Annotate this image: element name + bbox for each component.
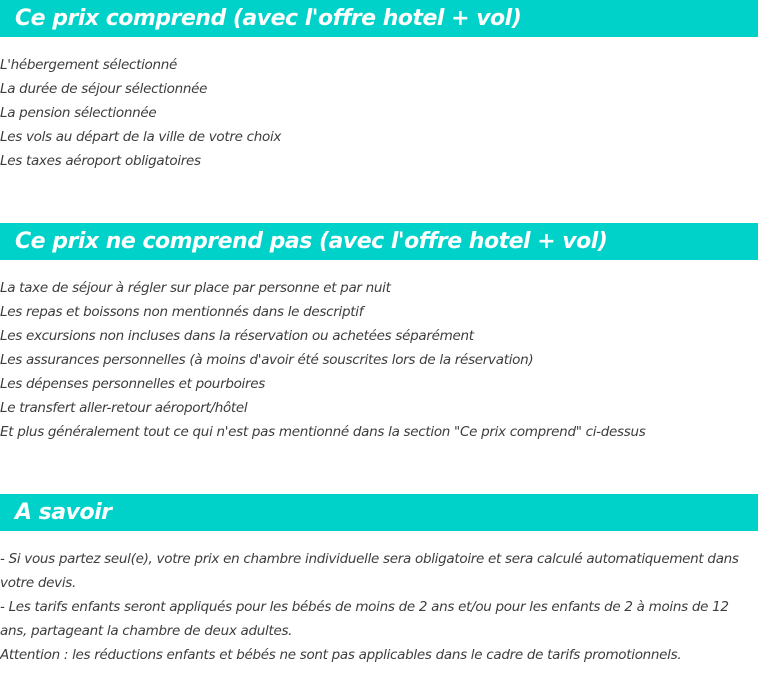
price-includes-section <box>0 0 758 173</box>
good-to-know-heading: A savoir <box>0 494 758 531</box>
list-item: Et plus généralement tout ce qui n'est pas mentionné dans la section "Ce prix comprend" ci-dessus <box>0 424 646 440</box>
list-item: La taxe de séjour à régler sur place par personne et par nuit <box>0 280 391 296</box>
info-paragraph: - Les tarifs enfants seront appliqués pour les bébés de moins de 2 ans et/ou pour les enfants de 2 à moins de 12 ans, partageant la chambre de deux adultes. <box>0 599 729 639</box>
good-to-know-section <box>0 494 758 667</box>
good-to-know-body <box>0 547 758 667</box>
price-excludes-section <box>0 223 758 444</box>
list-item: Les dépenses personnelles et pourboires <box>0 376 265 392</box>
list-item: L'hébergement sélectionné <box>0 57 178 73</box>
list-item: Les repas et boissons non mentionnés dans le descriptif <box>0 304 364 320</box>
price-includes-list <box>0 53 758 173</box>
list-item: La durée de séjour sélectionnée <box>0 81 208 97</box>
price-excludes-list <box>0 276 758 444</box>
info-paragraph: - Si vous partez seul(e), votre prix en chambre individuelle sera obligatoire et sera calculé automatiquement dans votre devis. <box>0 551 739 591</box>
info-paragraph: Attention : les réductions enfants et bébés ne sont pas applicables dans le cadre de tarifs promotionnels. <box>0 647 682 663</box>
list-item: Le transfert aller-retour aéroport/hôtel <box>0 400 248 416</box>
list-item: Les assurances personnelles (à moins d'avoir été souscrites lors de la réservation) <box>0 352 534 368</box>
price-includes-heading: Ce prix comprend (avec l'offre hotel + vol) <box>0 0 758 37</box>
list-item: La pension sélectionnée <box>0 105 157 121</box>
list-item: Les taxes aéroport obligatoires <box>0 153 201 169</box>
price-excludes-heading: Ce prix ne comprend pas (avec l'offre hotel + vol) <box>0 223 758 260</box>
list-item: Les vols au départ de la ville de votre choix <box>0 129 282 145</box>
list-item: Les excursions non incluses dans la réservation ou achetées séparément <box>0 328 474 344</box>
